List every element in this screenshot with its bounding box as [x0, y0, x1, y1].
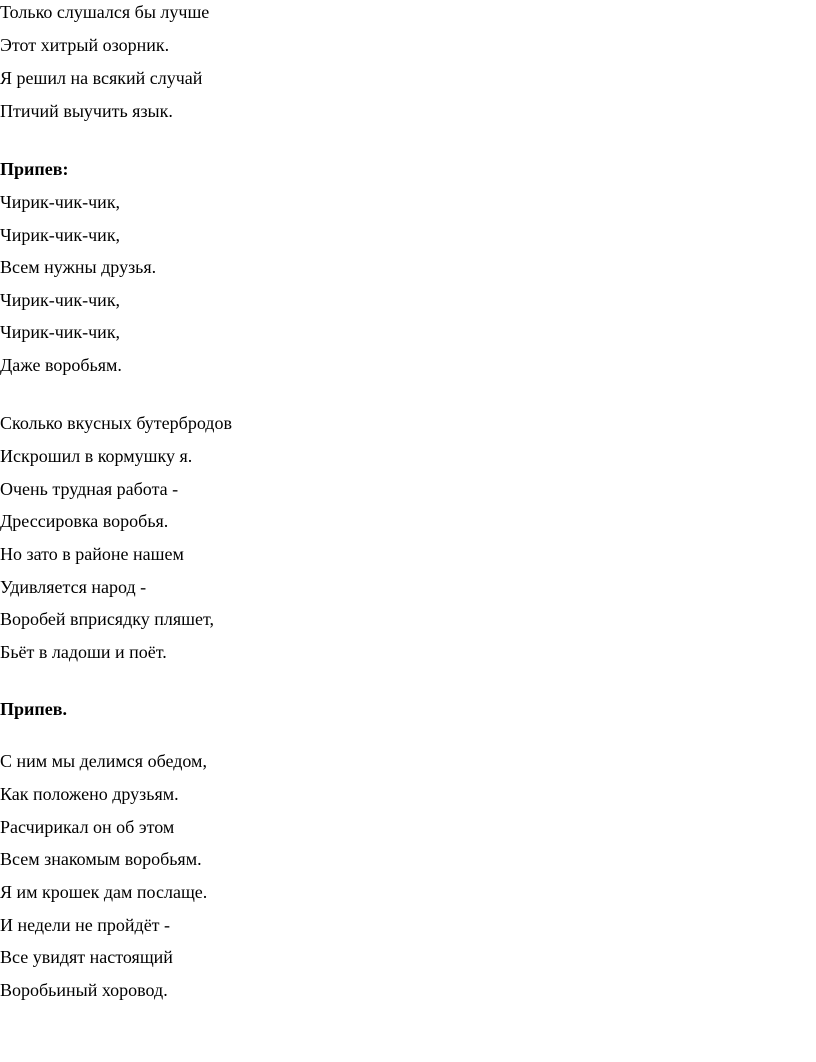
- verse2-line-6: Удивляется народ -: [0, 577, 147, 597]
- chorus-line-4: Чирик-чик-чик,: [0, 290, 121, 310]
- verse3-line-4: Всем знакомым воробьям.: [0, 849, 202, 869]
- verse2-line-3: Очень трудная работа -: [0, 479, 179, 499]
- chorus-line-2: Чирик-чик-чик,: [0, 225, 121, 245]
- chorus-heading: Припев:: [0, 159, 69, 179]
- verse1-line-1: Только слушался бы лучше: [0, 2, 210, 22]
- verse3-line-6: И недели не пройдёт -: [0, 915, 171, 935]
- verse2-line-5: Но зато в районе нашем: [0, 544, 184, 564]
- verse3-line-5: Я им крошек дам послаще.: [0, 882, 208, 902]
- verse2-line-1: Сколько вкусных бутербродов: [0, 413, 232, 433]
- verse3-line-8: Воробьиный хоровод.: [0, 980, 168, 1000]
- verse3-line-3: Расчирикал он об этом: [0, 817, 175, 837]
- chorus-line-3: Всем нужны друзья.: [0, 257, 157, 277]
- chorus-line-1: Чирик-чик-чик,: [0, 192, 121, 212]
- verse2-line-2: Искрошил в кормушку я.: [0, 446, 193, 466]
- chorus-repeat-heading: Припев.: [0, 699, 67, 719]
- verse2-line-8: Бьёт в ладоши и поёт.: [0, 642, 167, 662]
- chorus-line-5: Чирик-чик-чик,: [0, 322, 121, 342]
- verse2-line-7: Воробей вприсядку пляшет,: [0, 609, 214, 629]
- chorus-line-6: Даже воробьям.: [0, 355, 122, 375]
- verse2-line-4: Дрессировка воробья.: [0, 511, 169, 531]
- verse3-line-2: Как положено друзьям.: [0, 784, 179, 804]
- verse1-line-3: Я решил на всякий случай: [0, 68, 203, 88]
- verse3-line-7: Все увидят настоящий: [0, 947, 173, 967]
- verse1-line-2: Этот хитрый озорник.: [0, 35, 170, 55]
- verse1-line-4: Птичий выучить язык.: [0, 101, 173, 121]
- verse3-line-1: С ним мы делимся обедом,: [0, 751, 207, 771]
